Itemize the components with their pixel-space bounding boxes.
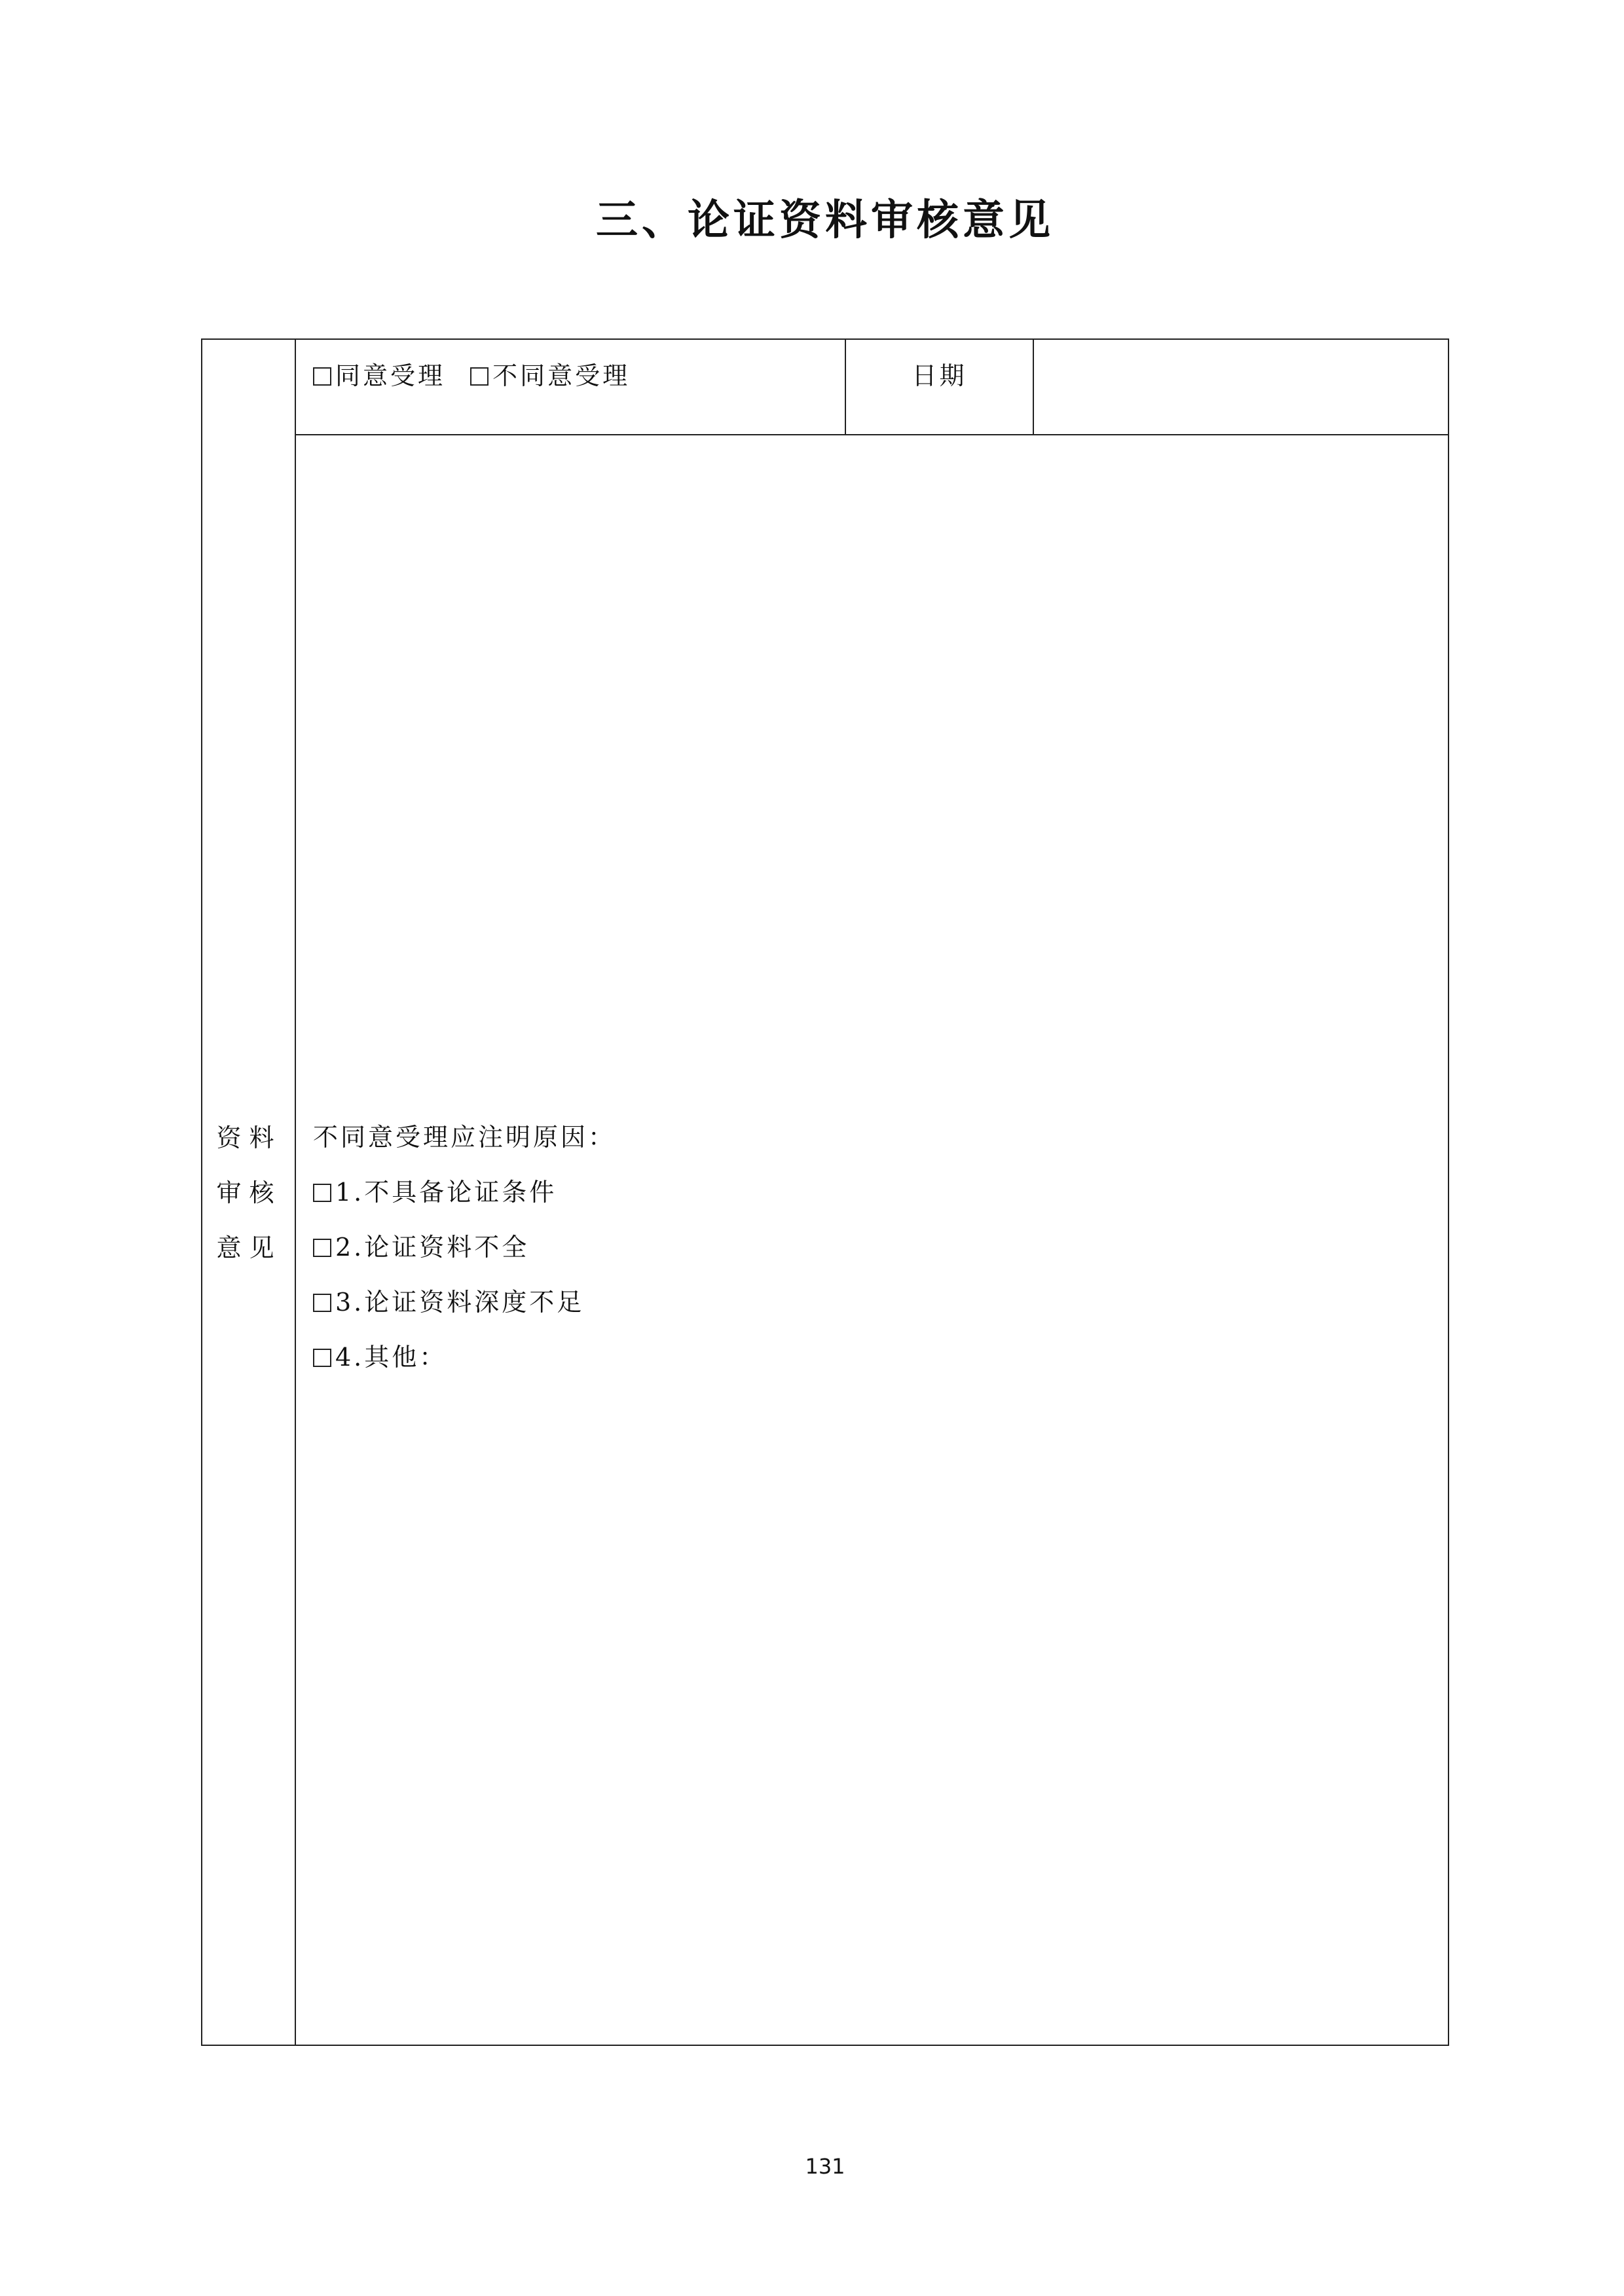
page-title: 三、论证资料审核意见 <box>596 196 1054 245</box>
disagree-checkbox[interactable] <box>470 362 630 390</box>
reason-option-1[interactable] <box>313 1165 616 1220</box>
checkbox-icon <box>313 1239 331 1257</box>
agree-label: 同意受理 <box>335 361 446 390</box>
agree-checkbox[interactable] <box>313 362 445 390</box>
opinion-body[interactable] <box>296 435 1448 2045</box>
disagree-label: 不同意受理 <box>492 361 631 390</box>
acceptance-options-cell <box>296 340 846 434</box>
review-opinion-table <box>201 338 1449 2046</box>
reason-label: 1.不具备论证条件 <box>335 1178 557 1207</box>
checkbox-icon <box>470 367 489 386</box>
reasons-intro: 不同意受理应注明原因： <box>313 1123 616 1152</box>
checkbox-icon <box>313 1184 331 1202</box>
reason-option-4[interactable] <box>313 1330 616 1385</box>
reason-label: 4.其他： <box>335 1343 447 1372</box>
checkbox-icon <box>313 1294 331 1312</box>
reason-option-3[interactable] <box>313 1275 616 1330</box>
rejection-reasons <box>313 1110 616 1385</box>
side-label-line: 意见 <box>216 1233 282 1262</box>
date-field[interactable] <box>1034 340 1448 434</box>
reason-label: 2.论证资料不全 <box>335 1233 530 1262</box>
date-value <box>1034 340 1448 362</box>
side-label-line: 审核 <box>216 1178 282 1207</box>
reason-option-2[interactable] <box>313 1220 616 1275</box>
side-label-line: 资料 <box>216 1123 282 1152</box>
page-number: 131 <box>805 2154 845 2179</box>
reason-label: 3.论证资料深度不足 <box>335 1288 585 1317</box>
side-label-column <box>202 340 296 2045</box>
header-row <box>296 340 1448 435</box>
date-label: 日期 <box>912 361 967 390</box>
checkbox-icon <box>313 1349 331 1367</box>
date-label-cell <box>846 340 1034 434</box>
side-label <box>202 1110 296 1275</box>
checkbox-icon <box>313 367 331 386</box>
